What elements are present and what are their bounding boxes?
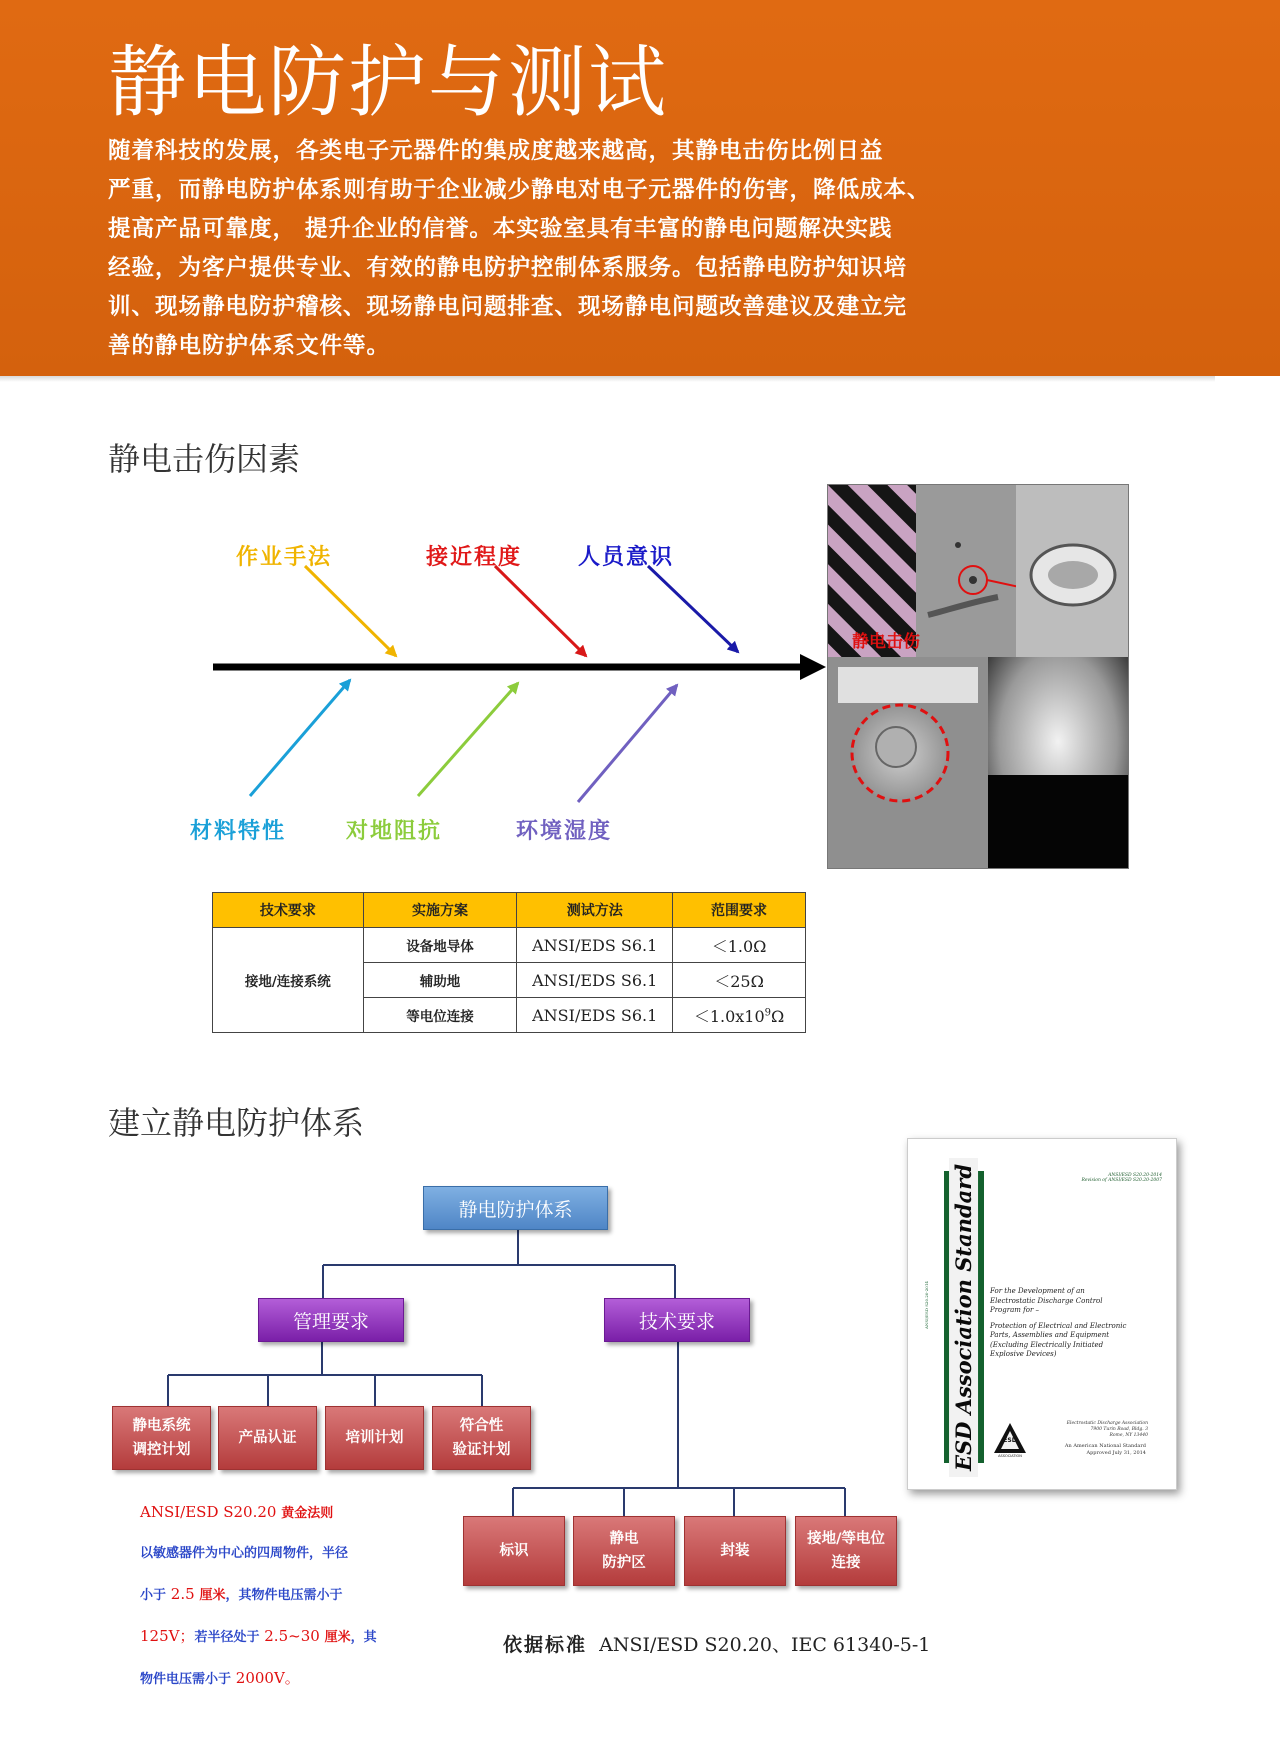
factor-label-proximity: 接近程度 [426,545,523,570]
table-header: 范围要求 [673,893,806,928]
table-cell: $<1.0x10^9\Omega$ [673,998,806,1033]
org-mgmt-item: 静电系统 调控计划 [112,1406,211,1470]
intro-line: 提高产品可靠度， 提升企业的信誉。本实验室具有丰富的静电问题解决实践 [108,216,893,242]
intro-line: 善的静电防护体系文件等。 [108,333,391,359]
org-tech-node: 技术要求 [604,1298,750,1342]
system-section-title: 建立静电防护体系 [108,1104,365,1142]
table-group-cell: 接地/连接系统 [213,928,364,1033]
org-mgmt-item: 产品认证 [218,1406,317,1470]
org-tech-item: 封装 [684,1516,786,1586]
org-tech-item: 接地/等电位 连接 [795,1516,897,1586]
table-cell: ＜25Ω [673,963,806,998]
table-cell: 设备地导体 [363,928,517,963]
intro-line: 随着科技的发展，各类电子元器件的集成度越来越高，其静电击伤比例日益 [108,138,884,164]
rule-line: 小于 2.5 厘米，其物件电压需小于 [140,1585,343,1603]
intro-line: 训、现场静电防护稽核、现场静电问题排查、现场静电问题改善建议及建立完 [108,294,908,320]
esd-standard-document [907,1138,1177,1490]
golden-rule-text [140,1492,470,1700]
table-cell: 等电位连接 [363,998,517,1033]
table-header: 实施方案 [363,893,517,928]
factor-label-humidity: 环境湿度 [516,819,613,844]
table-header: 测试方法 [517,893,673,928]
table-header: 技术要求 [213,893,364,928]
page-title: 静电防护与测试 [108,38,669,128]
doc-top-right: ANSI/ESD S20.20-2014 Revision of ANSI/ESD S20.20-2007 [1081,1173,1162,1183]
org-tech-item: 标识 [463,1516,565,1586]
rule-line: 125V；若半径处于 2.5~30 厘米，其 [140,1627,377,1645]
org-mgmt-item: 符合性 验证计划 [432,1406,531,1470]
org-tech-item: 静电 防护区 [573,1516,675,1586]
damage-label: 静电击伤 [852,632,920,652]
table-cell: 辅助地 [363,963,517,998]
doc-spine-small: ANSI/ESD S20.20-2014 [924,1281,929,1329]
factor-label-material: 材料特性 [190,819,287,844]
table-cell: ANSI/EDS S6.1 [517,928,673,963]
esd-logo-icon: ESD ASSOCIATION [992,1421,1028,1457]
rule-line: 物件电压需小于 2000V。 [140,1669,300,1687]
rule-line: ANSI/ESD S20.20 黄金法则 [140,1503,334,1521]
factors-section-title: 静电击伤因素 [108,440,301,478]
basis-standard: 依据标准 ANSI/ESD S20.20、IEC 61340-5-1 [503,1634,931,1656]
doc-body: For the Development of an Electrostatic Discharge Control Program for – Protection of Electrical and Electronic Parts, Assemblies and Equipment (Excluding Electrically Initiated Explosive Devices) [990,1287,1127,1358]
intro-line: 严重，而静电防护体系则有助于企业减少静电对电子元器件的伤害，降低成本、 [108,177,931,203]
doc-approval: An American National Standard Approved July 31, 2014 [1064,1443,1146,1456]
org-mgmt-node: 管理要求 [258,1298,404,1342]
intro-line: 经验，为客户提供专业、有效的静电防护控制体系服务。包括静电防护知识培 [108,255,908,281]
factor-label-work-method: 作业手法 [236,545,333,570]
table-cell: ANSI/EDS S6.1 [517,998,673,1033]
table-cell: ＜1.0Ω [673,928,806,963]
rule-line: 以敏感器件为中心的四周物件，半径 [140,1546,349,1561]
table-cell: ANSI/EDS S6.1 [517,963,673,998]
doc-spine-title: ESD Association Standard [950,1157,979,1476]
doc-address: Electrostatic Discharge Association 7900 Turin Road, Bldg. 3 Rome, NY 13440 [1066,1421,1148,1438]
org-root-node: 静电防护体系 [423,1186,608,1230]
org-mgmt-item: 培训计划 [325,1406,424,1470]
factor-label-awareness: 人员意识 [578,545,675,570]
factor-label-ground-impedance: 对地阻抗 [346,819,443,844]
